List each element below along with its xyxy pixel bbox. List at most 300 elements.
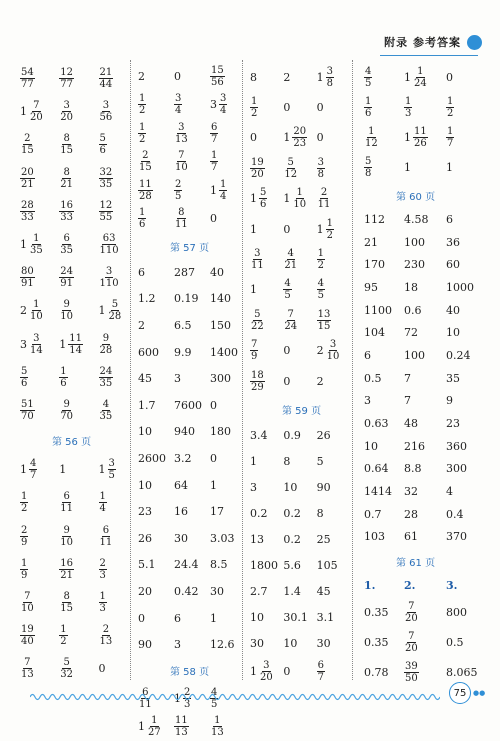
answer-cell <box>250 131 283 144</box>
fraction <box>174 179 182 202</box>
answer-row <box>138 119 242 148</box>
answer-cell <box>210 399 242 412</box>
fraction-denominator: 10 <box>293 199 307 211</box>
answer-cell <box>250 96 283 119</box>
answer-cell <box>20 458 59 481</box>
fraction <box>404 601 419 624</box>
answer-cell <box>59 233 98 256</box>
fraction-numerator: 7 <box>24 657 31 669</box>
fraction-numerator: 5 <box>287 156 294 168</box>
answer-row <box>364 526 484 549</box>
fraction-denominator: 35 <box>30 245 43 257</box>
answer-cell <box>250 429 283 442</box>
answer-cell <box>404 601 446 624</box>
fraction <box>364 126 379 149</box>
answer-cell <box>59 100 98 123</box>
answer-value: 2600 <box>138 451 166 465</box>
answer-row <box>364 122 484 152</box>
answer-cell <box>404 372 446 385</box>
fraction-numerator: 13 <box>317 308 331 320</box>
answer-cell <box>317 533 350 546</box>
answer-cell <box>364 579 404 592</box>
fraction-denominator: 13 <box>99 636 113 648</box>
answer-cell <box>250 187 283 210</box>
fraction-numerator: 1 <box>21 557 28 569</box>
answer-row <box>364 344 484 367</box>
fraction-denominator: 2 <box>251 108 258 120</box>
fraction-numerator: 39 <box>405 660 418 672</box>
answer-value: 10 <box>283 636 298 650</box>
answer-row <box>364 480 484 503</box>
mixed-whole-part: 2 <box>20 304 27 318</box>
answer-cell <box>364 666 404 679</box>
answer-value: 8.065 <box>446 665 478 679</box>
answer-cell <box>59 591 98 614</box>
fraction-denominator: 56 <box>211 76 224 88</box>
fraction-numerator: 5 <box>365 155 372 167</box>
answer-cell <box>174 505 210 518</box>
answer-cell <box>99 591 128 614</box>
answer-cell <box>283 187 316 210</box>
fraction-numerator: 19 <box>251 156 264 168</box>
fraction-numerator: 9 <box>63 524 70 536</box>
fraction-numerator: 1 <box>139 93 146 105</box>
answer-value: 1414 <box>364 485 392 499</box>
answer-value: 90 <box>138 638 152 652</box>
fraction <box>250 96 258 119</box>
fraction-numerator: 11 <box>139 178 152 190</box>
fraction <box>59 167 74 190</box>
answer-cell <box>59 299 98 322</box>
fraction-denominator: 5 <box>317 290 325 302</box>
answer-row <box>364 574 484 597</box>
fraction-denominator: 13 <box>211 727 224 739</box>
answer-value: 0 <box>138 611 145 625</box>
answer-cell <box>317 585 350 598</box>
fraction-denominator: 26 <box>414 137 427 149</box>
mixed-whole-part: 1 <box>250 664 257 678</box>
answer-row <box>138 312 242 339</box>
answer-cell <box>20 333 59 356</box>
answer-cell <box>283 344 316 357</box>
answer-value: 45 <box>316 584 331 598</box>
header-dot-icon <box>467 35 482 50</box>
fraction <box>20 167 35 190</box>
fraction-denominator: 6 <box>60 377 67 389</box>
fraction-denominator: 5 <box>175 190 182 202</box>
fraction-numerator: 1 <box>447 125 454 137</box>
answer-cell <box>446 440 484 453</box>
answer-value: 5 <box>316 454 324 468</box>
fraction-numerator: 1 <box>220 178 227 190</box>
answer-row <box>138 259 242 286</box>
answer-row <box>138 472 242 499</box>
answer-cell <box>317 131 350 144</box>
answer-column-4 <box>364 62 484 687</box>
fraction-numerator: 7 <box>408 630 415 642</box>
fraction-numerator: 7 <box>287 308 294 320</box>
fraction-numerator: 11 <box>69 332 82 344</box>
fraction-denominator: 20 <box>251 168 264 180</box>
answer-cell <box>364 394 404 407</box>
fraction <box>29 458 37 481</box>
fraction-numerator: 12 <box>60 67 73 79</box>
answer-cell <box>317 660 350 683</box>
answer-cell <box>20 133 59 156</box>
fraction <box>326 339 341 362</box>
mixed-whole-part: 1 <box>404 130 411 144</box>
answer-cell <box>283 375 316 388</box>
fraction-denominator: 11 <box>139 698 152 710</box>
fraction-denominator: 15 <box>139 162 152 174</box>
answer-cell <box>446 71 484 84</box>
fraction <box>219 179 227 202</box>
fraction-denominator: 70 <box>60 410 73 422</box>
answer-cell <box>404 258 446 271</box>
fraction-numerator: 3 <box>108 458 115 470</box>
answer-value: 20 <box>138 584 152 598</box>
fraction-numerator: 1 <box>365 95 372 107</box>
fraction-numerator: 15 <box>211 64 224 76</box>
answer-row <box>364 231 484 254</box>
mixed-whole-part: 1 <box>316 222 324 236</box>
answer-cell <box>446 213 484 226</box>
answer-cell <box>283 585 316 598</box>
fraction-denominator: 3 <box>405 107 412 119</box>
answer-cell <box>250 585 283 598</box>
answer-cell <box>138 558 174 571</box>
answer-cell <box>364 213 404 226</box>
fraction <box>20 366 28 389</box>
answer-cell <box>138 399 174 412</box>
fraction-denominator: 6 <box>260 199 267 211</box>
answer-value: 30 <box>250 636 264 650</box>
fraction-numerator: 1 <box>139 207 146 219</box>
fraction-denominator: 7 <box>211 162 218 174</box>
fraction-denominator: 13 <box>21 669 34 681</box>
answer-cell <box>250 339 283 362</box>
fraction-denominator: 15 <box>60 145 73 157</box>
fraction-numerator: 6 <box>317 659 325 671</box>
answer-value: 3. <box>446 579 458 593</box>
answer-cell <box>364 349 404 362</box>
answer-value: 95 <box>364 280 378 294</box>
fraction-denominator: 11 <box>60 503 73 515</box>
fraction-numerator: 5 <box>21 365 28 377</box>
answer-cell <box>364 462 404 475</box>
answer-value: 170 <box>364 258 385 272</box>
answer-cell <box>283 481 316 494</box>
fraction <box>138 207 146 230</box>
fraction <box>29 333 44 356</box>
fraction-numerator: 5 <box>63 657 70 669</box>
fraction <box>59 558 74 581</box>
answer-cell <box>404 661 446 684</box>
answer-row <box>364 390 484 413</box>
answer-cell <box>138 505 174 518</box>
mixed-whole-part: 1 <box>250 192 257 206</box>
answer-value: 26 <box>138 531 152 545</box>
fraction-denominator: 50 <box>405 672 418 684</box>
fraction <box>99 67 114 90</box>
answer-cell <box>446 508 484 521</box>
fraction-denominator: 24 <box>284 320 298 332</box>
fraction-numerator: 1 <box>99 491 106 503</box>
fraction-numerator: 1 <box>99 590 106 602</box>
answer-value: 370 <box>446 530 467 544</box>
fraction-numerator: 7 <box>251 339 258 351</box>
fraction-numerator: 7 <box>178 150 185 162</box>
answer-cell <box>59 491 98 514</box>
answer-cell <box>210 505 242 518</box>
answer-value: 90 <box>316 480 331 494</box>
mixed-whole-part: 1 <box>174 691 181 705</box>
answer-cell <box>364 304 404 317</box>
answer-value: 940 <box>174 425 195 439</box>
answer-value: 0.2 <box>283 506 301 520</box>
fraction <box>59 624 67 647</box>
fraction-numerator: 4 <box>287 248 294 260</box>
answer-cell <box>404 349 446 362</box>
page-section-title <box>138 233 242 259</box>
answer-cell <box>99 662 128 675</box>
fraction <box>259 660 274 683</box>
fraction-denominator: 10 <box>60 311 73 323</box>
mixed-whole-part: 1 <box>404 70 411 84</box>
answer-value: 103 <box>364 530 385 544</box>
answer-cell <box>210 93 242 116</box>
column-divider <box>352 60 353 680</box>
section-title-text: 第 57 页 <box>170 242 210 254</box>
fraction <box>20 525 28 548</box>
answer-row <box>250 630 350 656</box>
answer-cell <box>210 372 242 385</box>
fraction-denominator: 7 <box>211 133 218 145</box>
answer-cell <box>317 278 350 301</box>
fraction-denominator: 4 <box>220 190 227 202</box>
answer-row <box>20 394 128 427</box>
answer-cell <box>99 266 128 289</box>
fraction <box>138 150 153 173</box>
fraction-numerator: 6 <box>63 491 70 503</box>
fraction-numerator: 9 <box>63 398 70 410</box>
fraction <box>29 100 44 123</box>
fraction-numerator: 7 <box>408 600 415 612</box>
answer-cell <box>283 429 316 442</box>
answer-value: 35 <box>446 371 460 385</box>
answer-cell <box>283 126 316 149</box>
fraction-numerator: 1 <box>214 715 221 727</box>
answer-cell <box>250 660 283 683</box>
fraction-numerator: 19 <box>21 624 34 636</box>
answer-value: 0 <box>174 69 181 83</box>
answer-cell <box>210 532 242 545</box>
column-divider <box>242 60 243 680</box>
answer-cell <box>317 309 350 332</box>
mixed-whole-part: 1 <box>20 463 27 477</box>
fraction <box>20 491 28 514</box>
answer-value: 4 <box>446 485 453 499</box>
answer-cell <box>20 67 59 90</box>
fraction-numerator: 3 <box>326 65 334 77</box>
fraction-denominator: 32 <box>60 669 73 681</box>
answer-row <box>250 305 350 335</box>
answer-cell <box>404 508 446 521</box>
answer-cell <box>250 507 283 520</box>
fraction-numerator: 9 <box>102 332 110 344</box>
answer-cell <box>364 372 404 385</box>
answer-cell <box>364 636 404 649</box>
answer-cell <box>20 233 59 256</box>
fraction-denominator: 5 <box>108 470 115 482</box>
answer-cell <box>210 715 242 738</box>
answer-cell <box>317 157 350 180</box>
answer-value: 1100 <box>364 303 392 317</box>
answer-cell <box>364 156 404 179</box>
answer-cell <box>250 283 283 296</box>
answer-cell <box>404 213 446 226</box>
fraction-numerator: 1 <box>151 715 158 727</box>
answer-row <box>20 328 128 361</box>
answer-row <box>364 253 484 276</box>
answer-value: 105 <box>316 558 338 572</box>
fraction <box>404 631 419 654</box>
fraction <box>174 207 189 230</box>
answer-cell <box>283 223 316 236</box>
fraction-numerator: 6 <box>142 686 149 698</box>
fraction <box>404 96 412 119</box>
answer-value: 6.5 <box>174 318 192 332</box>
answer-cell <box>446 485 484 498</box>
answer-row <box>250 500 350 526</box>
answer-cell <box>283 248 316 271</box>
fraction <box>108 458 116 481</box>
answer-cell <box>174 715 210 738</box>
answer-value: 40 <box>210 265 224 279</box>
fraction-numerator: 16 <box>60 199 73 211</box>
answer-value: 0.35 <box>364 605 389 619</box>
answer-cell <box>404 440 446 453</box>
fraction <box>219 93 227 116</box>
mixed-whole-part: 1 <box>98 463 106 477</box>
fraction-numerator: 3 <box>63 100 70 112</box>
fraction <box>174 715 189 738</box>
fraction-numerator: 8 <box>63 590 70 602</box>
answer-row <box>138 712 242 741</box>
fraction-denominator: 6 <box>365 107 372 119</box>
answer-value: 1 <box>250 283 257 297</box>
answer-cell <box>404 281 446 294</box>
answer-row <box>250 656 350 686</box>
answer-cell <box>283 559 316 572</box>
answer-value: 140 <box>210 292 231 306</box>
answer-cell <box>250 248 283 271</box>
answer-cell <box>138 425 174 438</box>
answer-cell <box>317 637 350 650</box>
answer-cell <box>317 101 350 114</box>
fraction <box>20 558 28 581</box>
answer-cell <box>404 161 446 174</box>
fraction-numerator: 1 <box>296 187 303 199</box>
fraction <box>20 133 35 156</box>
page-number-dots: ●● <box>473 689 486 697</box>
fraction <box>210 715 225 738</box>
answer-value: 0.24 <box>446 348 471 362</box>
answer-row <box>250 578 350 604</box>
fraction-numerator: 1 <box>60 365 67 377</box>
answer-cell <box>364 508 404 521</box>
answer-cell <box>138 585 174 598</box>
answer-value: 100 <box>404 348 425 362</box>
answer-cell <box>174 452 210 465</box>
answer-cell <box>59 67 98 90</box>
answer-value: 1 <box>210 611 217 625</box>
answer-value: 0 <box>283 222 291 236</box>
fraction <box>59 67 74 90</box>
answer-cell <box>210 425 242 438</box>
answer-cell <box>174 122 210 145</box>
page-section-title <box>250 396 350 422</box>
answer-value: 8 <box>316 506 324 520</box>
answer-value: 3 <box>364 394 371 408</box>
fraction-denominator: 7 <box>317 671 325 683</box>
answer-cell <box>210 122 242 145</box>
fraction <box>210 122 218 145</box>
answer-cell <box>250 309 283 332</box>
answer-cell <box>20 399 59 422</box>
fraction-numerator: 9 <box>63 299 70 311</box>
answer-cell <box>99 233 128 256</box>
fraction-numerator: 4 <box>30 458 37 470</box>
answer-row <box>138 605 242 632</box>
header-rule <box>380 55 478 56</box>
fraction-numerator: 2 <box>142 150 149 162</box>
mixed-whole-part: 1 <box>20 105 27 119</box>
fraction-numerator: 5 <box>111 299 119 311</box>
fraction-numerator: 3 <box>33 332 40 344</box>
fraction-numerator: 3 <box>263 659 270 671</box>
answer-value: 30 <box>174 531 188 545</box>
answer-cell <box>283 101 316 114</box>
answer-value: 30 <box>210 584 224 598</box>
page-header <box>384 34 482 50</box>
fraction-denominator: 35 <box>99 178 113 190</box>
answer-cell <box>138 266 174 279</box>
fraction <box>99 266 120 289</box>
mixed-whole-part: 3 <box>20 337 27 351</box>
fraction-numerator: 1 <box>417 65 424 77</box>
answer-cell <box>446 530 484 543</box>
fraction-denominator: 3 <box>184 698 191 710</box>
answer-cell <box>138 93 174 116</box>
fraction-denominator: 2 <box>139 105 146 117</box>
answer-value: 1 <box>59 463 67 477</box>
answer-value: 61 <box>404 530 418 544</box>
fraction-denominator: 27 <box>148 727 161 739</box>
answer-cell <box>283 665 316 678</box>
answer-row <box>138 91 242 120</box>
fraction-numerator: 4 <box>284 278 291 290</box>
fraction-numerator: 4 <box>102 398 110 410</box>
answer-cell <box>364 258 404 271</box>
answer-value: 25 <box>316 532 331 546</box>
fraction-denominator: 33 <box>60 211 73 223</box>
answer-cell <box>174 319 210 332</box>
answer-row <box>250 448 350 474</box>
answer-value: 9 <box>446 394 453 408</box>
answer-cell <box>210 452 242 465</box>
fraction <box>210 65 225 88</box>
